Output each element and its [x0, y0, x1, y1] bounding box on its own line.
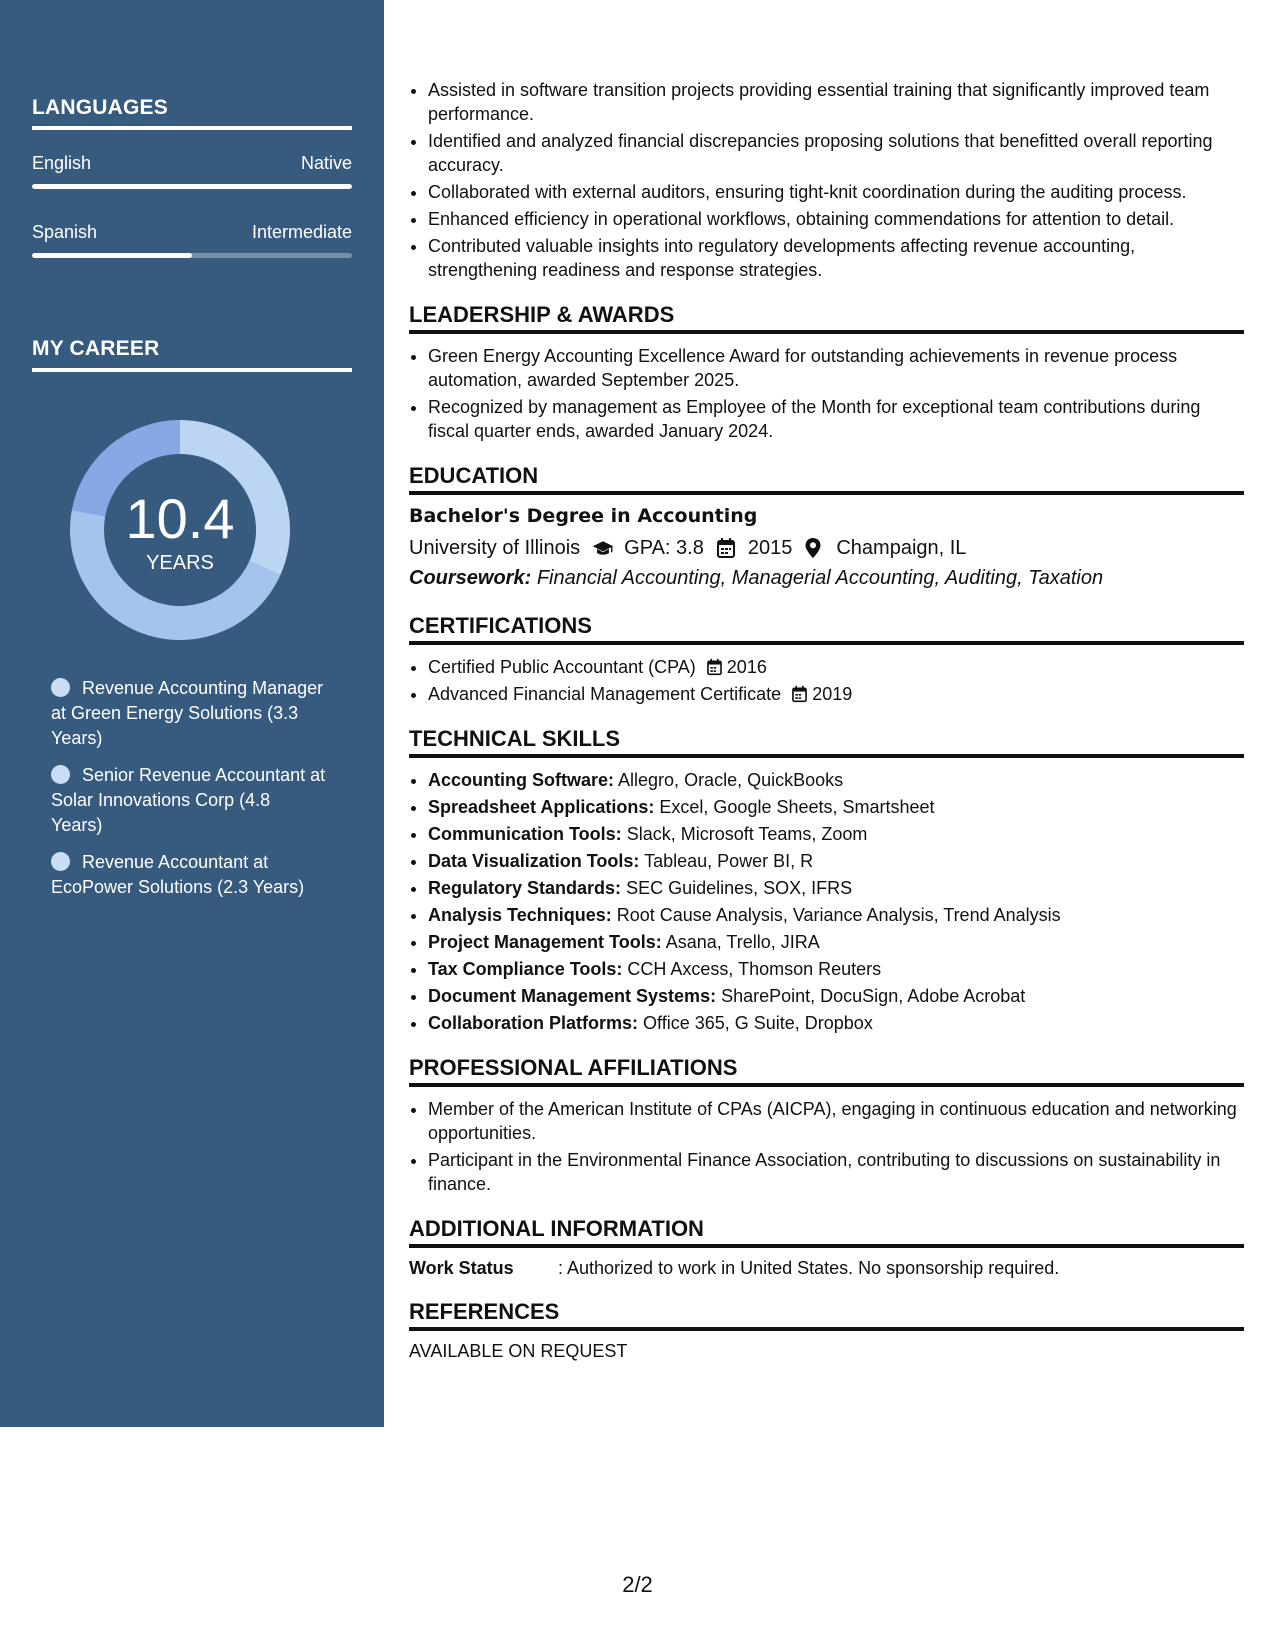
language-name: Spanish: [32, 222, 98, 242]
skill-label: Tax Compliance Tools:: [428, 959, 623, 979]
language-spanish-bar-fill: [32, 253, 192, 258]
language-english-bar-fill: [32, 184, 352, 189]
certification-item: [428, 682, 1244, 706]
certification-year: 2019: [812, 684, 853, 704]
language-level: Native: [300, 153, 352, 173]
affiliations-list: [409, 1097, 1244, 1196]
experience-bullet: • Collaborated with external auditors, ensuring tight-knit coordination during the auditing process.: [428, 180, 1244, 204]
education-school: University of Illinois: [409, 537, 581, 559]
languages-rule: [32, 126, 352, 130]
career-donut-chart: [66, 416, 294, 644]
skill-value: Tableau, Power BI, R: [644, 851, 814, 871]
career-legend: [51, 676, 326, 912]
page-number: 2/2: [622, 1572, 653, 1597]
skill-label: Collaboration Platforms:: [428, 1013, 639, 1033]
certification-name: Advanced Financial Management Certificate: [428, 684, 782, 704]
skill-value: Slack, Microsoft Teams, Zoom: [626, 824, 868, 844]
language-spanish-bar: [32, 253, 352, 258]
certification-name: Certified Public Accountant (CPA): [428, 657, 696, 677]
skill-item: [428, 957, 1244, 981]
work-status-row: [409, 1258, 1244, 1279]
skill-label: Analysis Techniques:: [428, 905, 612, 925]
language-spanish: [32, 222, 352, 243]
leadership-heading: LEADERSHIP & AWARDS: [409, 302, 1244, 334]
affiliation-item: • Member of the American Institute of CPAs (AICPA), engaging in continuous education and networking opportunities.: [428, 1097, 1244, 1145]
language-english: [32, 153, 352, 174]
location-pin-icon: [804, 537, 826, 559]
career-legend-label: Revenue Accountant at EcoPower Solutions (2.3 Years): [51, 852, 305, 897]
skill-value: Excel, Google Sheets, Smartsheet: [659, 797, 935, 817]
language-level: Intermediate: [251, 222, 352, 242]
additional-info-heading: ADDITIONAL INFORMATION: [409, 1216, 1244, 1248]
skill-value: SharePoint, DocuSign, Adobe Acrobat: [721, 986, 1026, 1006]
references-heading: REFERENCES: [409, 1299, 1244, 1331]
references-text: AVAILABLE ON REQUEST: [409, 1341, 628, 1361]
skill-label: Document Management Systems:: [428, 986, 717, 1006]
language-english-bar: [32, 184, 352, 189]
technical-skills-heading: TECHNICAL SKILLS: [409, 726, 1244, 758]
coursework-value: Financial Accounting, Managerial Accounting, Auditing, Taxation: [536, 567, 1104, 589]
skill-value: Asana, Trello, JIRA: [665, 932, 820, 952]
skill-label: Spreadsheet Applications:: [428, 797, 655, 817]
legend-dot: [51, 765, 70, 784]
experience-bullet: • Enhanced efficiency in operational workflows, obtaining commendations for attention to detail.: [428, 207, 1244, 231]
legend-dot: [51, 678, 70, 697]
experience-bullet: • Contributed valuable insights into regulatory developments affecting revenue accounting, strengthening readiness and response strategies.: [428, 234, 1244, 282]
career-legend-item: [51, 850, 326, 900]
work-status-value: : Authorized to work in United States. No sponsorship required.: [558, 1258, 1060, 1278]
skill-value: SEC Guidelines, SOX, IFRS: [626, 878, 853, 898]
award-item: • Green Energy Accounting Excellence Award for outstanding achievements in revenue process automation, awarded September 2025.: [428, 344, 1244, 392]
career-legend-item: [51, 676, 326, 751]
career-rule: [32, 368, 352, 372]
sidebar: [0, 0, 384, 1427]
skill-item: [428, 768, 1244, 792]
skill-label: Regulatory Standards:: [428, 878, 622, 898]
education-coursework: [409, 563, 1244, 593]
career-total-value: 10.4: [125, 487, 235, 550]
skill-label: Communication Tools:: [428, 824, 622, 844]
skill-label: Accounting Software:: [428, 770, 615, 790]
education-location: Champaign, IL: [836, 537, 967, 559]
affiliation-item: • Participant in the Environmental Finance Association, contributing to discussions on sustainability in finance.: [428, 1148, 1244, 1196]
skill-item: [428, 984, 1244, 1008]
career-legend-label: Revenue Accounting Manager at Green Energy Solutions (3.3 Years): [51, 678, 324, 748]
graduation-cap-icon: [592, 537, 614, 559]
languages-heading: LANGUAGES: [32, 96, 168, 119]
education-gpa: GPA: 3.8: [624, 537, 704, 559]
skill-item: [428, 1011, 1244, 1035]
skill-item: [428, 903, 1244, 927]
skill-item: [428, 849, 1244, 873]
education-details: [409, 533, 1244, 563]
certification-year: 2016: [726, 657, 767, 677]
main-content: [409, 78, 1244, 1362]
skill-label: Project Management Tools:: [428, 932, 662, 952]
experience-bullets: [409, 78, 1244, 282]
skill-item: [428, 822, 1244, 846]
career-legend-label: Senior Revenue Accountant at Solar Innovations Corp (4.8 Years): [51, 765, 326, 835]
skill-value: CCH Axcess, Thomson Reuters: [627, 959, 882, 979]
affiliations-heading: PROFESSIONAL AFFILIATIONS: [409, 1055, 1244, 1087]
award-item: • Recognized by management as Employee of the Month for exceptional team contributions during fiscal quarter ends, awarded January 2024.: [428, 395, 1244, 443]
coursework-label: Coursework:: [409, 567, 532, 589]
language-name: English: [32, 153, 92, 173]
skill-value: Root Cause Analysis, Variance Analysis, Trend Analysis: [616, 905, 1061, 925]
skill-item: [428, 795, 1244, 819]
skill-value: Allegro, Oracle, QuickBooks: [618, 770, 844, 790]
calendar-icon: [716, 537, 738, 559]
career-total-unit: YEARS: [146, 552, 214, 574]
certifications-heading: CERTIFICATIONS: [409, 613, 1244, 645]
experience-bullet: • Assisted in software transition projects providing essential training that significantly improved team performance.: [428, 78, 1244, 126]
skill-value: Office 365, G Suite, Dropbox: [643, 1013, 873, 1033]
certification-item: [428, 655, 1244, 679]
skill-item: [428, 876, 1244, 900]
certifications-list: [409, 655, 1244, 706]
skill-label: Data Visualization Tools:: [428, 851, 640, 871]
experience-bullet: • Identified and analyzed financial discrepancies proposing solutions that benefitted overall reporting accuracy.: [428, 129, 1244, 177]
education-year: 2015: [747, 537, 793, 559]
work-status-label: Work Status: [409, 1258, 514, 1278]
technical-skills-list: [409, 768, 1244, 1035]
education-degree: Bachelor's Degree in Accounting: [409, 505, 758, 527]
calendar-icon: [791, 685, 809, 703]
skill-item: [428, 930, 1244, 954]
legend-dot: [51, 852, 70, 871]
career-legend-item: [51, 763, 326, 838]
leadership-list: [409, 344, 1244, 443]
education-heading: EDUCATION: [409, 463, 1244, 495]
career-heading: MY CAREER: [32, 337, 160, 360]
calendar-icon: [706, 658, 724, 676]
